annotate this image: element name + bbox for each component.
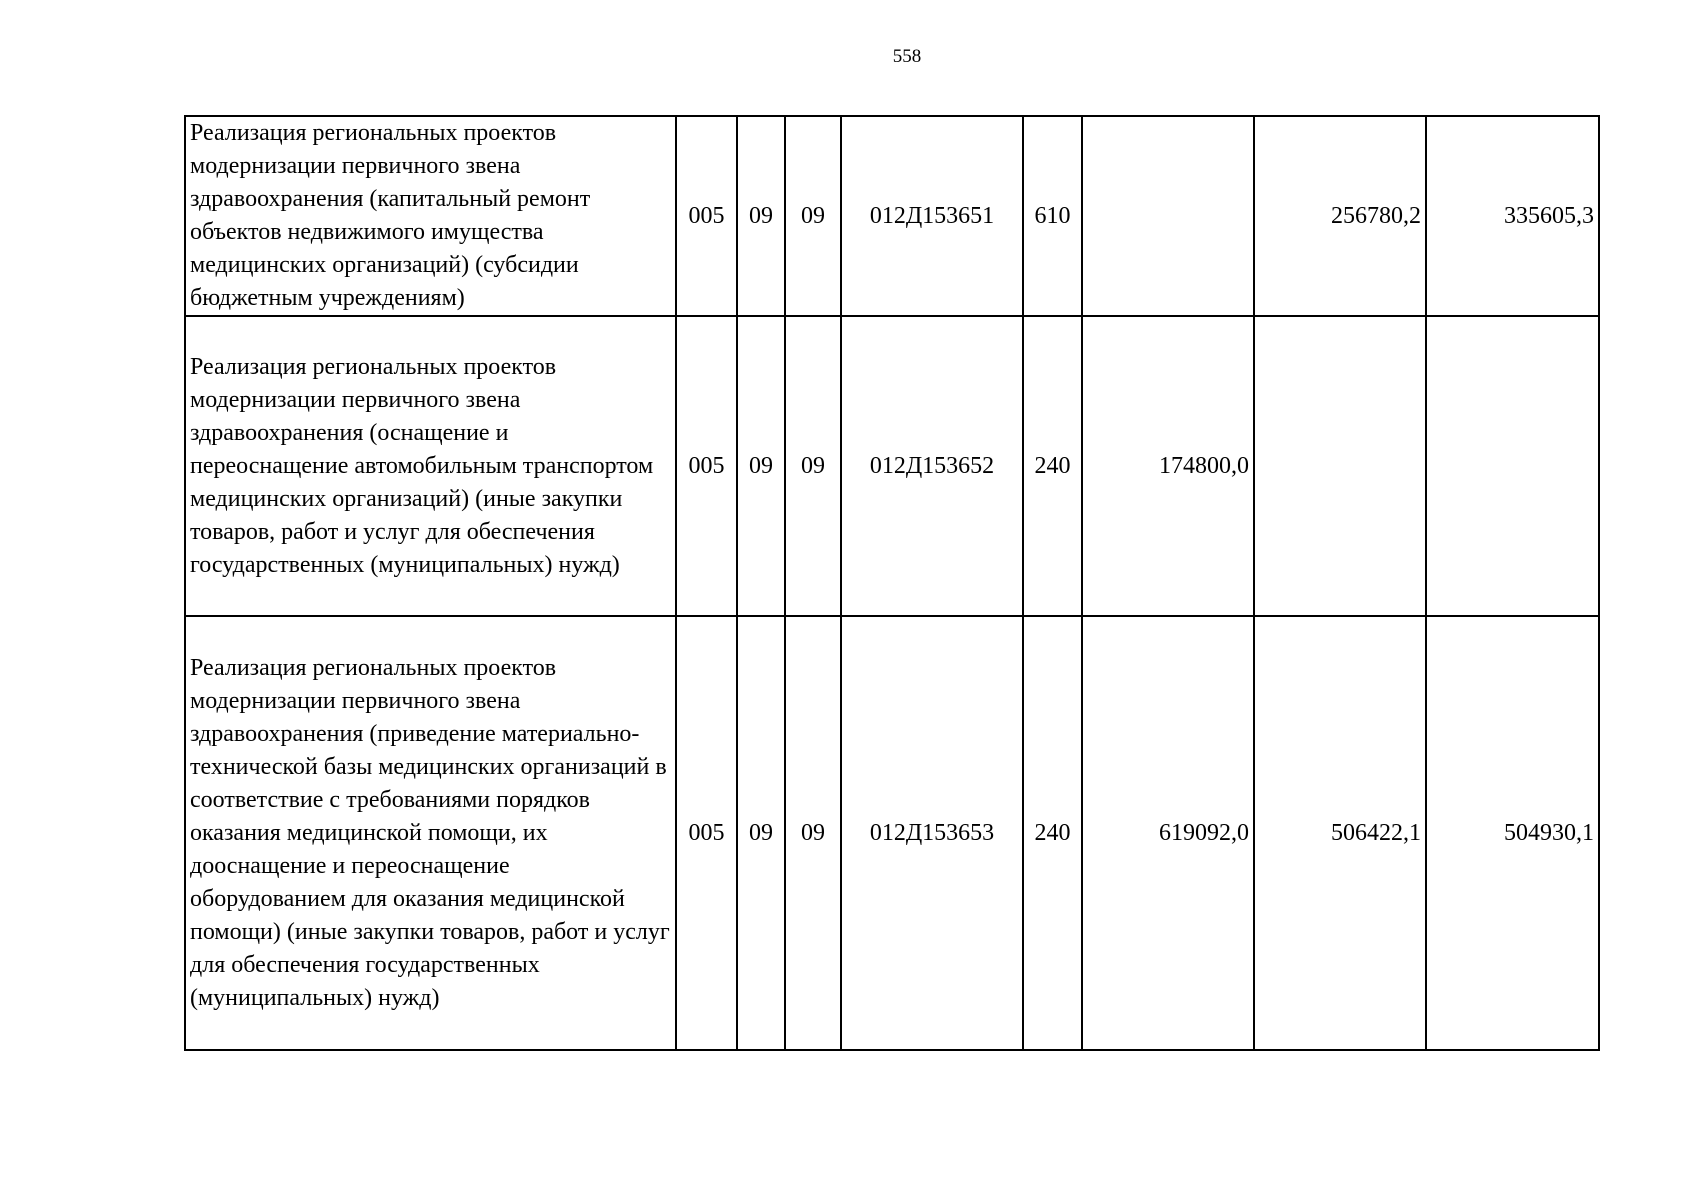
amount-year-2-cell: 506422,1 — [1254, 616, 1426, 1050]
amount-year-1-cell — [1082, 116, 1254, 316]
description-cell: Реализация региональных проектов модернизации первичного звена здравоохранения (приведение материально-технической базы медицинских организаций в соответствие с требованиями порядков оказания медицинской помощи, их дооснащение и переоснащение оборудованием для оказания медицинской помощи) (иные закупки товаров, работ и услуг для обеспечения государственных (муниципальных) нужд) — [185, 616, 676, 1050]
amount-year-1-cell: 619092,0 — [1082, 616, 1254, 1050]
ministry-code-cell: 005 — [676, 616, 737, 1050]
page-number: 558 — [892, 46, 922, 67]
table-row — [185, 616, 1599, 1050]
amount-year-1-cell: 174800,0 — [1082, 316, 1254, 616]
table-row — [185, 116, 1599, 316]
amount-year-3-cell — [1426, 316, 1599, 616]
description-cell: Реализация региональных проектов модернизации первичного звена здравоохранения (капитальный ремонт объектов недвижимого имущества медицинских организаций) (субсидии бюджетным учреждениям) — [185, 116, 676, 316]
target-article-cell: 012Д153652 — [841, 316, 1023, 616]
section-code-cell: 09 — [737, 616, 785, 1050]
subsection-code-cell: 09 — [785, 316, 841, 616]
budget-table — [184, 115, 1600, 1051]
amount-year-2-cell — [1254, 316, 1426, 616]
expense-type-cell: 240 — [1023, 616, 1082, 1050]
target-article-cell: 012Д153653 — [841, 616, 1023, 1050]
amount-year-2-cell: 256780,2 — [1254, 116, 1426, 316]
expense-type-cell: 610 — [1023, 116, 1082, 316]
ministry-code-cell: 005 — [676, 116, 737, 316]
amount-year-3-cell: 504930,1 — [1426, 616, 1599, 1050]
description-cell: Реализация региональных проектов модернизации первичного звена здравоохранения (оснащение и переоснащение автомобильным транспортом медицинских организаций) (иные закупки товаров, работ и услуг для обеспечения государственных (муниципальных) нужд) — [185, 316, 676, 616]
amount-year-3-cell: 335605,3 — [1426, 116, 1599, 316]
section-code-cell: 09 — [737, 316, 785, 616]
ministry-code-cell: 005 — [676, 316, 737, 616]
expense-type-cell: 240 — [1023, 316, 1082, 616]
subsection-code-cell: 09 — [785, 116, 841, 316]
table-row — [185, 316, 1599, 616]
subsection-code-cell: 09 — [785, 616, 841, 1050]
section-code-cell: 09 — [737, 116, 785, 316]
target-article-cell: 012Д153651 — [841, 116, 1023, 316]
